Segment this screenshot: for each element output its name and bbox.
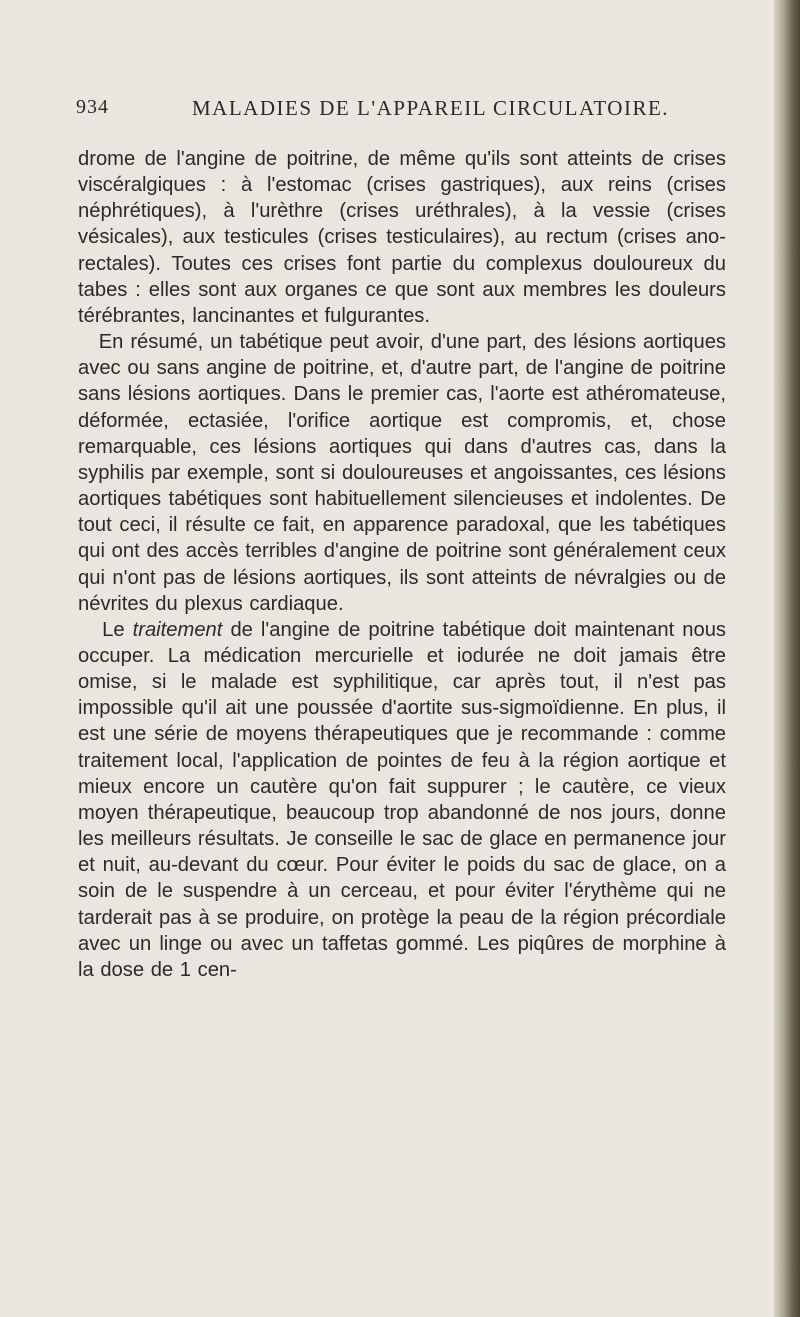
binding-edge <box>774 0 800 1317</box>
body-text <box>78 146 726 983</box>
paragraph-1 <box>78 146 726 329</box>
paragraph-3-italic: traitement <box>132 618 223 641</box>
paragraph-1-text: drome de l'angine de poitrine, de même qu'ils sont atteints de crises viscéralgiques : à l'estomac (crises gastriques), aux reins (crises néphrétiques), à l'urèthre (crises uréthrales), à la vessie (crises vésicales), aux testicules (crises testiculaires), au rectum (crises ano-rectales). Toutes ces crises font partie du complexus douloureux du tabes : elles sont aux organes ce que sont aux membres les douleurs térébrantes, lancinantes et fulgurantes. <box>78 148 726 327</box>
paragraph-2-text: En résumé, un tabétique peut avoir, d'une part, des lésions aortiques avec ou sans angine de poitrine, et, d'autre part, de l'angine de poitrine sans lésions aortiques. Dans le premier cas, l'aorte est athéromateuse, déformée, ectasiée, l'orifice aortique est compromis, et, chose remarquable, ces lésions aortiques qui dans d'autres cas, dans la syphilis par exemple, sont si douloureuses et angoissantes, ces lésions aortiques tabétiques sont habituellement silencieuses et indolentes. De tout ceci, il résulte ce fait, en apparence paradoxal, que les tabétiques qui ont des accès terribles d'angine de poitrine sont généralement ceux qui n'ont pas de lésions aortiques, ils sont atteints de névralgies ou de névrites du plexus cardiaque. <box>78 331 727 615</box>
paragraph-2 <box>78 329 726 617</box>
paragraph-3-lead: Le <box>102 618 125 641</box>
page-number: 934 <box>76 96 109 118</box>
paragraph-3 <box>78 617 726 983</box>
running-title: MALADIES DE L'APPAREIL CIRCULATOIRE. <box>192 96 670 120</box>
page-header <box>76 96 726 130</box>
paragraph-3-text: de l'angine de poitrine tabétique doit maintenant nous occuper. La médication mercurielle et iodurée ne doit jamais être omise, si le malade est syphilitique, car après tout, il n'est pas impossible qu'il ait une poussée d'aortite sus-sigmoïdienne. En plus, il est une série de moyens thérapeutiques que je recommande : comme traitement local, l'application de pointes de feu à la région aortique et mieux encore un cautère qu'on fait suppurer ; le cautère, ce vieux moyen thérapeutique, beaucoup trop abandonné de nos jours, donne les meilleurs résultats. Je conseille le sac de glace en permanence jour et nuit, au-devant du cœur. Pour éviter le poids du sac de glace, on a soin de le suspendre à un cerceau, et pour éviter l'érythème qui ne tarderait pas à se produire, on protège la peau de la région précordiale avec un linge ou avec un taffetas gommé. Les piqûres de morphine à la dose de 1 cen- <box>78 618 727 981</box>
